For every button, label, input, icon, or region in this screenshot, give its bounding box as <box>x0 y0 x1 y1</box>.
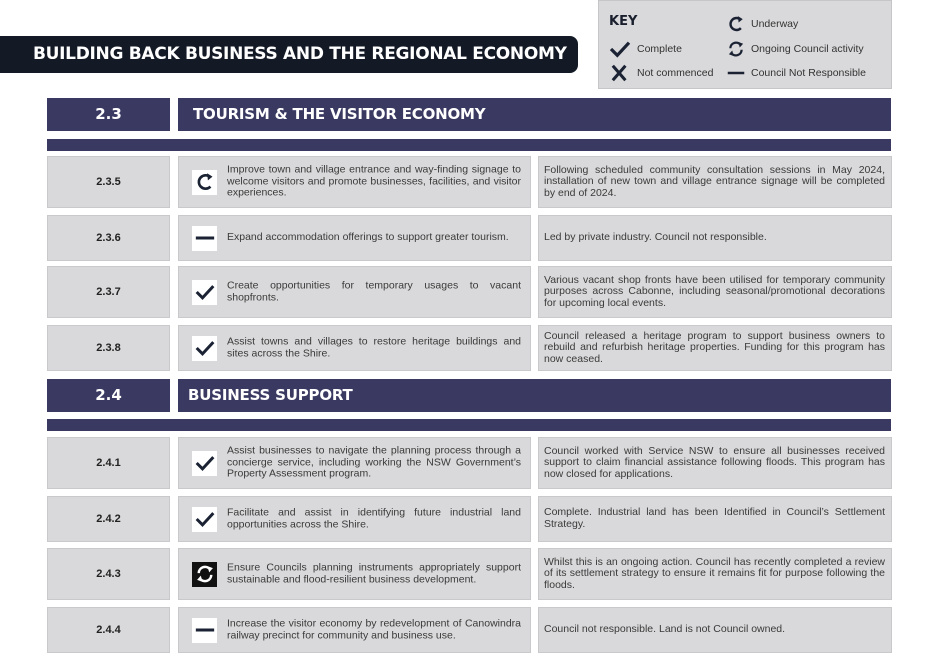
key-item-not-responsible <box>727 64 866 82</box>
complete-icon <box>195 339 215 357</box>
action-id: 2.4.3 <box>47 548 170 600</box>
key-label-ongoing: Ongoing Council activity <box>751 43 864 55</box>
status-icon-box <box>192 336 217 361</box>
action-description: Expand accommodation offerings to support greater tourism. <box>227 231 509 244</box>
status-key-panel <box>598 0 892 89</box>
status-description: Whilst this is an ongoing action. Council has recently completed a review of its settlement strategy to ensure it remains fit for purpose following the floods. <box>544 555 885 591</box>
key-label-complete: Complete <box>637 43 682 55</box>
key-item-not-commenced <box>609 64 713 82</box>
action-description: Facilitate and assist in identifying future industrial land opportunities across the Shire. <box>227 506 521 530</box>
complete-icon <box>195 510 215 528</box>
action-description: Assist businesses to navigate the planning process through a concierge service, including working the NSW Government’s Property Assessment program. <box>227 444 521 480</box>
action-id: 2.3.5 <box>47 156 170 208</box>
status-cell <box>538 496 892 542</box>
table-row <box>47 156 892 208</box>
ongoing-council-activity-icon <box>727 40 745 58</box>
action-id: 2.4.2 <box>47 496 170 542</box>
key-label-not-responsible: Council Not Responsible <box>751 67 866 79</box>
action-id: 2.3.7 <box>47 266 170 318</box>
status-icon-box <box>192 562 217 587</box>
section-divider-bar <box>47 139 891 151</box>
underway-icon <box>727 15 745 33</box>
status-description: Complete. Industrial land has been Identified in Council’s Settlement Strategy. <box>544 506 885 530</box>
key-item-underway <box>727 15 798 33</box>
action-id: 2.3.6 <box>47 215 170 261</box>
action-cell <box>178 325 531 371</box>
status-cell <box>538 325 892 371</box>
action-id: 2.3.8 <box>47 325 170 371</box>
status-icon-box <box>192 170 217 195</box>
status-icon-box <box>192 280 217 305</box>
action-id: 2.4.4 <box>47 607 170 653</box>
table-row <box>47 325 892 371</box>
status-cell <box>538 607 892 653</box>
action-id: 2.4.1 <box>47 437 170 489</box>
action-description: Ensure Councils planning instruments appropriately support sustainable and flood-resilient business development. <box>227 561 521 585</box>
action-cell <box>178 437 531 489</box>
page-banner-title: BUILDING BACK BUSINESS AND THE REGIONAL ECONOMY <box>0 36 578 73</box>
status-description: Council released a heritage program to support business owners to rebuild and refurbish heritage properties. Funding for this program has now ceased. <box>544 329 885 365</box>
table-row <box>47 266 892 318</box>
table-row <box>47 607 892 653</box>
status-cell <box>538 437 892 489</box>
ongoing-council-activity-icon <box>195 564 215 584</box>
action-cell <box>178 266 531 318</box>
action-description: Create opportunities for temporary usages to vacant shopfronts. <box>227 279 521 303</box>
key-item-ongoing <box>727 40 864 58</box>
status-description: Following scheduled community consultation sessions in May 2024, installation of new town and village entrance signage will be completed by end of 2024. <box>544 163 885 199</box>
complete-icon <box>195 283 215 301</box>
section-title: TOURISM & THE VISITOR ECONOMY <box>178 98 891 131</box>
action-cell <box>178 496 531 542</box>
action-cell <box>178 215 531 261</box>
status-description: Council not responsible. Land is not Council owned. <box>544 623 786 636</box>
status-cell <box>538 548 892 600</box>
status-description: Led by private industry. Council not responsible. <box>544 231 767 244</box>
status-cell <box>538 215 892 261</box>
complete-icon <box>195 454 215 472</box>
key-item-complete <box>609 40 682 58</box>
complete-icon <box>609 40 631 58</box>
action-description: Assist towns and villages to restore heritage buildings and sites across the Shire. <box>227 335 521 359</box>
section-number: 2.3 <box>47 98 170 131</box>
table-row <box>47 215 892 261</box>
status-icon-box <box>192 451 217 476</box>
status-icon-box <box>192 226 217 251</box>
council-not-responsible-icon <box>194 620 216 640</box>
not-commenced-icon <box>609 64 631 82</box>
council-not-responsible-icon <box>727 64 745 82</box>
status-icon-box <box>192 618 217 643</box>
table-row <box>47 548 892 600</box>
key-title: KEY <box>609 14 638 29</box>
action-cell <box>178 607 531 653</box>
action-description: Increase the visitor economy by redevelopment of Canowindra railway precinct for community and business use. <box>227 617 521 641</box>
status-icon-box <box>192 507 217 532</box>
status-cell <box>538 266 892 318</box>
key-label-underway: Underway <box>751 18 799 30</box>
status-description: Various vacant shop fronts have been utilised for temporary community purposes across Cabonne, including seasonal/promotional decorations for upcoming local events. <box>544 273 885 309</box>
key-label-not-commenced: Not commenced <box>637 67 714 79</box>
action-description: Improve town and village entrance and way-finding signage to welcome visitors and promote businesses, facilities, and visitor experiences. <box>227 163 521 199</box>
council-not-responsible-icon <box>194 228 216 248</box>
action-cell <box>178 156 531 208</box>
status-cell <box>538 156 892 208</box>
section-number: 2.4 <box>47 379 170 412</box>
section-divider-bar <box>47 419 891 431</box>
section-title: BUSINESS SUPPORT <box>178 379 891 412</box>
table-row <box>47 496 892 542</box>
status-description: Council worked with Service NSW to ensure all businesses received support to claim financial assistance following floods. This program has now closed for applications. <box>544 444 885 480</box>
action-cell <box>178 548 531 600</box>
table-row <box>47 437 892 489</box>
underway-icon <box>195 172 215 192</box>
